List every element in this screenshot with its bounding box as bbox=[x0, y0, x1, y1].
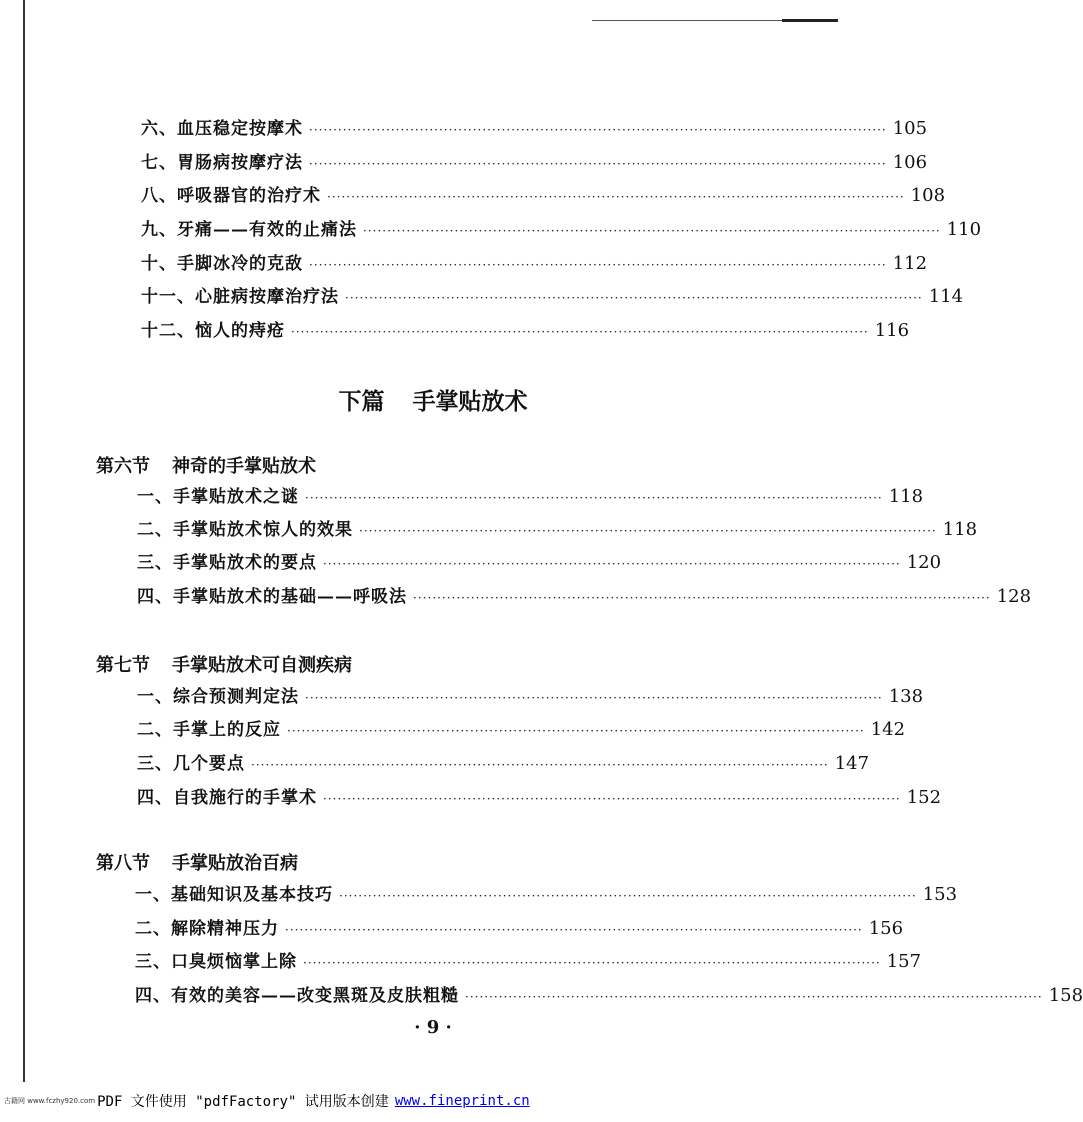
section-label: 第七节 bbox=[96, 655, 150, 676]
dot-leader: ························································································································ bbox=[309, 157, 887, 171]
dot-leader: ························································································································ bbox=[309, 258, 887, 272]
dot-leader: ························································································································ bbox=[465, 990, 1043, 1004]
section-label: 第六节 bbox=[96, 456, 150, 477]
toc-entry-title: 二、解除精神压力 bbox=[135, 919, 279, 939]
toc-entry bbox=[137, 552, 942, 575]
dot-leader: ························································································································ bbox=[339, 889, 917, 903]
section-label: 第八节 bbox=[96, 853, 150, 874]
toc-entry bbox=[137, 787, 942, 810]
dot-leader: ························································································································ bbox=[285, 923, 863, 937]
binding-edge-line bbox=[23, 0, 25, 1082]
section-heading bbox=[96, 651, 352, 677]
toc-entry-page: 108 bbox=[910, 185, 946, 206]
toc-entry bbox=[137, 486, 924, 509]
part-title bbox=[0, 383, 866, 416]
dot-leader: ························································································································ bbox=[327, 190, 905, 204]
toc-entry bbox=[137, 753, 870, 776]
toc-entry-title: 一、手掌贴放术之谜 bbox=[137, 487, 299, 507]
toc-entry bbox=[137, 719, 906, 742]
toc-entry bbox=[141, 253, 928, 276]
toc-entry bbox=[141, 320, 910, 343]
toc-entry-page: 114 bbox=[928, 286, 964, 307]
toc-entry-page: 106 bbox=[892, 152, 928, 173]
toc-entry-page: 142 bbox=[870, 719, 906, 740]
top-rule-thin bbox=[592, 20, 782, 21]
toc-entry-title: 三、手掌贴放术的要点 bbox=[137, 553, 317, 573]
toc-entry bbox=[137, 519, 978, 542]
toc-entry-page: 152 bbox=[906, 787, 942, 808]
dot-leader: ························································································································ bbox=[251, 758, 829, 772]
footer-note: PDF 文件使用 "pdfFactory" 试用版本创建 bbox=[97, 1094, 389, 1110]
toc-entry bbox=[141, 185, 946, 208]
toc-entry-title: 十、手脚冰冷的克敌 bbox=[141, 254, 303, 274]
footer-link[interactable]: www.fineprint.cn bbox=[394, 1093, 530, 1109]
toc-entry bbox=[141, 152, 928, 175]
dot-leader: ························································································································ bbox=[363, 224, 941, 238]
toc-entry bbox=[141, 118, 928, 141]
toc-entry-title: 一、基础知识及基本技巧 bbox=[135, 885, 333, 905]
toc-entry-title: 八、呼吸器官的治疗术 bbox=[141, 186, 321, 206]
dot-leader: ························································································································ bbox=[323, 557, 901, 571]
toc-entry bbox=[141, 286, 964, 309]
section-heading bbox=[96, 452, 316, 478]
toc-entry-page: 112 bbox=[892, 253, 928, 274]
toc-entry-page: 118 bbox=[942, 519, 978, 540]
toc-entry-page: 118 bbox=[888, 486, 924, 507]
toc-entry-title: 四、有效的美容——改变黑斑及皮肤粗糙 bbox=[135, 986, 459, 1006]
toc-entry-page: 110 bbox=[946, 219, 982, 240]
toc-entry-page: 120 bbox=[906, 552, 942, 573]
toc-entry bbox=[141, 219, 982, 242]
toc-entry-page: 105 bbox=[892, 118, 928, 139]
toc-entry bbox=[135, 951, 922, 974]
dot-leader: ························································································································ bbox=[413, 591, 991, 605]
dot-leader: ························································································································ bbox=[345, 291, 923, 305]
toc-entry-page: 147 bbox=[834, 753, 870, 774]
dot-leader: ························································································································ bbox=[305, 691, 883, 705]
dot-leader: ························································································································ bbox=[309, 123, 887, 137]
part-label: 下篇 bbox=[338, 389, 385, 415]
toc-entry-title: 一、综合预测判定法 bbox=[137, 687, 299, 707]
toc-entry bbox=[137, 586, 1032, 609]
footer-watermark: 古籍网 www.fczhy920.com bbox=[4, 1097, 96, 1105]
toc-entry-page: 158 bbox=[1048, 985, 1083, 1006]
toc-entry bbox=[135, 884, 958, 907]
section-title: 神奇的手掌贴放术 bbox=[172, 456, 316, 477]
toc-entry-page: 128 bbox=[996, 586, 1032, 607]
toc-entry-title: 十二、恼人的痔疮 bbox=[141, 321, 285, 341]
dot-leader: ························································································································ bbox=[359, 524, 937, 538]
toc-entry-page: 116 bbox=[874, 320, 910, 341]
toc-entry-page: 156 bbox=[868, 918, 904, 939]
toc-entry-title: 三、几个要点 bbox=[137, 754, 245, 774]
toc-entry-title: 十一、心脏病按摩治疗法 bbox=[141, 287, 339, 307]
toc-entry bbox=[135, 985, 1083, 1008]
toc-entry-title: 四、手掌贴放术的基础——呼吸法 bbox=[137, 587, 407, 607]
dot-leader: ························································································································ bbox=[323, 792, 901, 806]
toc-entry-page: 138 bbox=[888, 686, 924, 707]
section-heading bbox=[96, 849, 298, 875]
dot-leader: ························································································································ bbox=[303, 956, 881, 970]
toc-entry bbox=[137, 686, 924, 709]
page-number: · 9 · bbox=[414, 1017, 452, 1038]
dot-leader: ························································································································ bbox=[305, 491, 883, 505]
toc-entry-title: 七、胃肠病按摩疗法 bbox=[141, 153, 303, 173]
toc-entry bbox=[135, 918, 904, 941]
part-name: 手掌贴放术 bbox=[412, 389, 528, 415]
toc-entry-title: 二、手掌上的反应 bbox=[137, 720, 281, 740]
toc-entry-title: 九、牙痛——有效的止痛法 bbox=[141, 220, 357, 240]
toc-entry-title: 四、自我施行的手掌术 bbox=[137, 788, 317, 808]
section-title: 手掌贴放治百病 bbox=[172, 853, 298, 874]
toc-entry-title: 六、血压稳定按摩术 bbox=[141, 119, 303, 139]
top-rule-thick bbox=[782, 19, 838, 22]
toc-entry-title: 三、口臭烦恼掌上除 bbox=[135, 952, 297, 972]
dot-leader: ························································································································ bbox=[291, 325, 869, 339]
toc-entry-page: 153 bbox=[922, 884, 958, 905]
toc-entry-page: 157 bbox=[886, 951, 922, 972]
footer bbox=[0, 1088, 530, 1114]
toc-entry-title: 二、手掌贴放术惊人的效果 bbox=[137, 520, 353, 540]
dot-leader: ························································································································ bbox=[287, 724, 865, 738]
section-title: 手掌贴放术可自测疾病 bbox=[172, 655, 352, 676]
